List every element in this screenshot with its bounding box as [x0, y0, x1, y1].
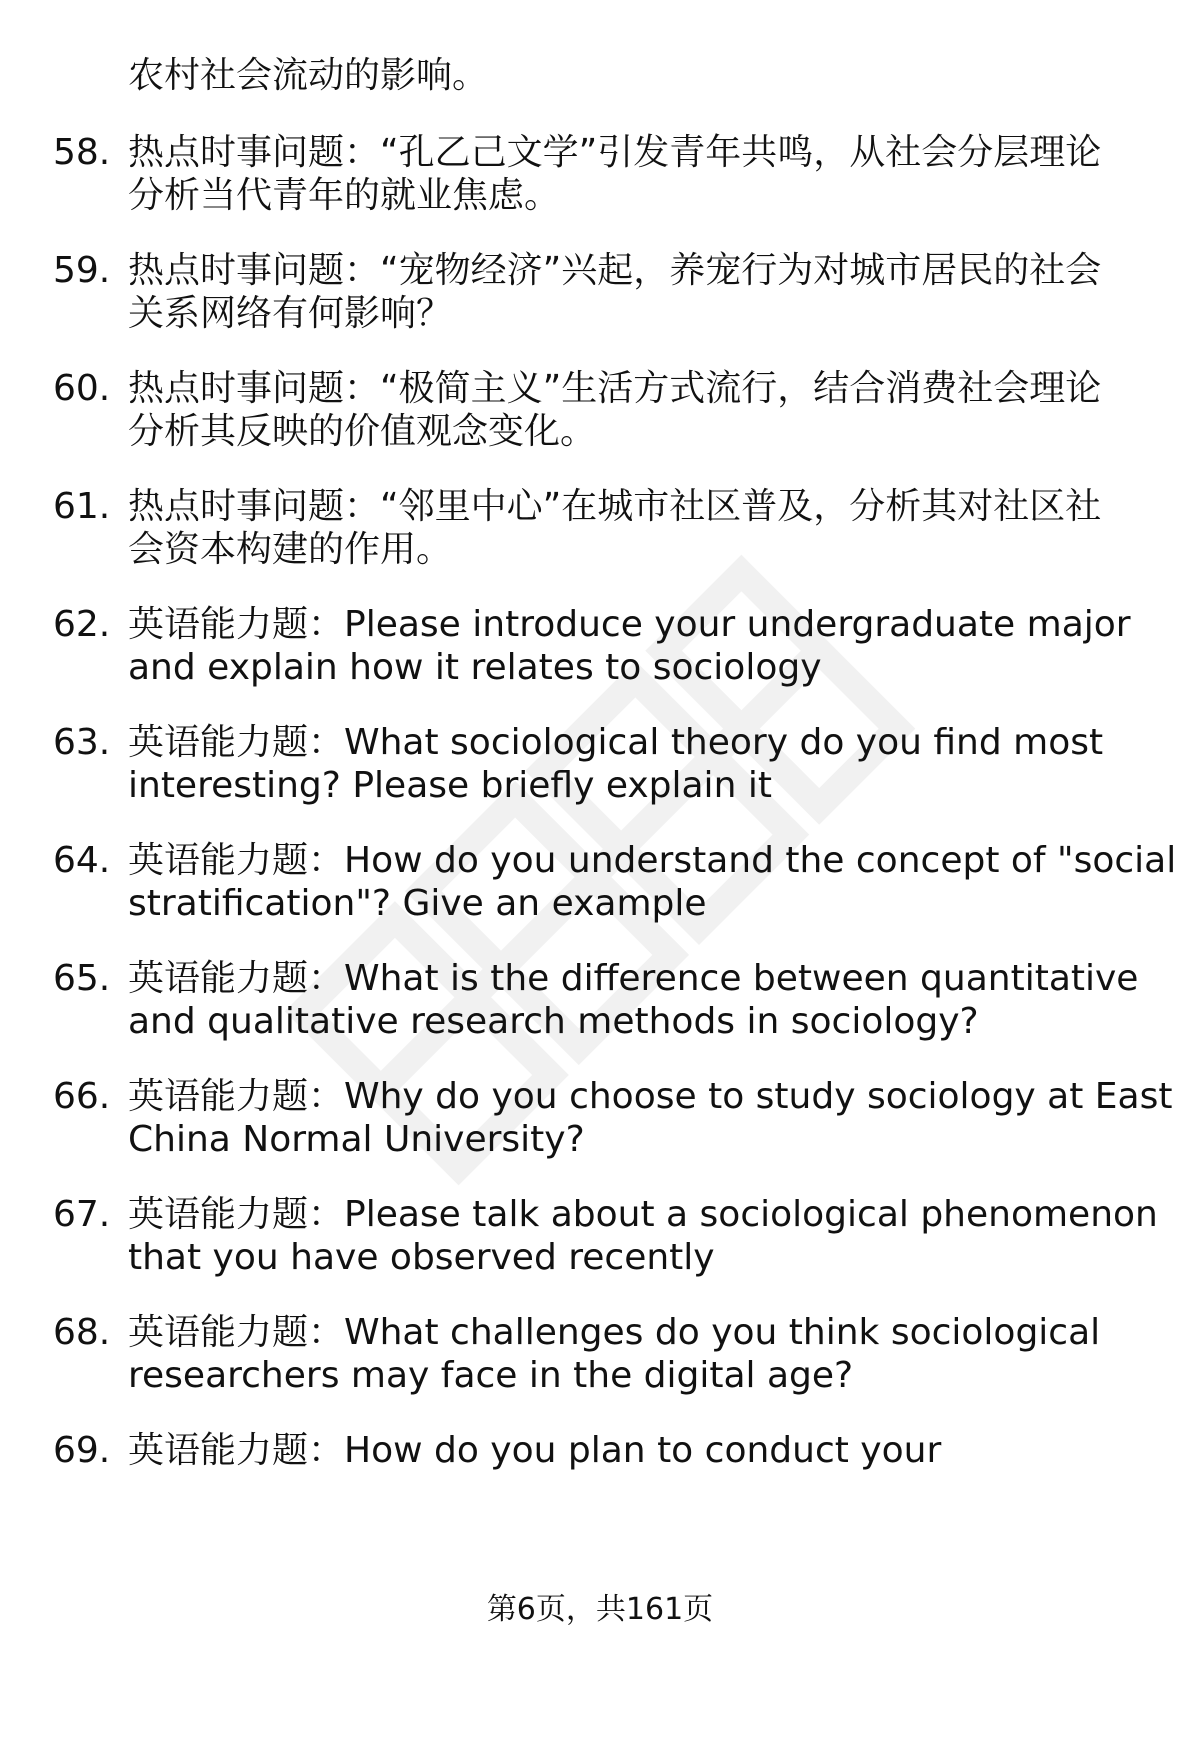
question-number: 68. [53, 1312, 111, 1353]
question-text-line2: and qualitative research methods in sociology? [128, 1001, 979, 1042]
question-text-line1: 英语能力题：What challenges do you think sociological [128, 1312, 1101, 1353]
question-text-line2: that you have observed recently [128, 1237, 715, 1278]
question-text-line1: 英语能力题：Please talk about a sociological phenomenon [128, 1194, 1158, 1235]
question-number: 67. [53, 1194, 111, 1235]
question-text-line2: 会资本构建的作用。 [128, 529, 453, 570]
question-text-line1: 英语能力题：Please introduce your undergraduate major [128, 604, 1131, 645]
page-number-footer: 第6页，共161页 [486, 1592, 714, 1627]
question-number: 69. [53, 1430, 111, 1471]
question-text-line2: 分析其反映的价值观念变化。 [128, 411, 597, 452]
question-text-line2: interesting? Please briefly explain it [128, 765, 772, 806]
question-number: 58. [53, 132, 111, 173]
question-text-line1: 英语能力题：What is the difference between quantitative [128, 958, 1139, 999]
continued-question-line: 农村社会流动的影响。 [128, 55, 489, 96]
question-number: 64. [53, 840, 111, 881]
question-number: 61. [53, 486, 111, 527]
question-text-line1: 英语能力题：How do you plan to conduct your [128, 1430, 942, 1471]
question-text-line1: 热点时事问题：“极简主义”生活方式流行，结合消费社会理论 [128, 368, 1102, 409]
question-text-line2: 分析当代青年的就业焦虑。 [128, 175, 561, 216]
question-number: 62. [53, 604, 111, 645]
question-number: 66. [53, 1076, 111, 1117]
question-number: 59. [53, 250, 111, 291]
question-number: 65. [53, 958, 111, 999]
question-text-line1: 热点时事问题：“宠物经济”兴起，养宠行为对城市居民的社会 [128, 250, 1102, 291]
question-number: 60. [53, 368, 111, 409]
question-text-line1: 英语能力题：What sociological theory do you find most [128, 722, 1104, 763]
question-text-line1: 热点时事问题：“孔乙己文学”引发青年共鸣，从社会分层理论 [128, 132, 1102, 173]
question-text-line1: 英语能力题：How do you understand the concept of "social [128, 840, 1177, 881]
question-text-line2: China Normal University? [128, 1119, 585, 1160]
question-text-line2: 关系网络有何影响？ [128, 293, 453, 334]
question-text-line2: stratification"? Give an example [128, 883, 707, 924]
question-number: 63. [53, 722, 111, 763]
question-text-line2: researchers may face in the digital age? [128, 1355, 854, 1396]
question-text-line1: 英语能力题：Why do you choose to study sociology at East [128, 1076, 1173, 1117]
question-text-line2: and explain how it relates to sociology [128, 647, 822, 688]
question-text-line1: 热点时事问题：“邻里中心”在城市社区普及，分析其对社区社 [128, 486, 1102, 527]
